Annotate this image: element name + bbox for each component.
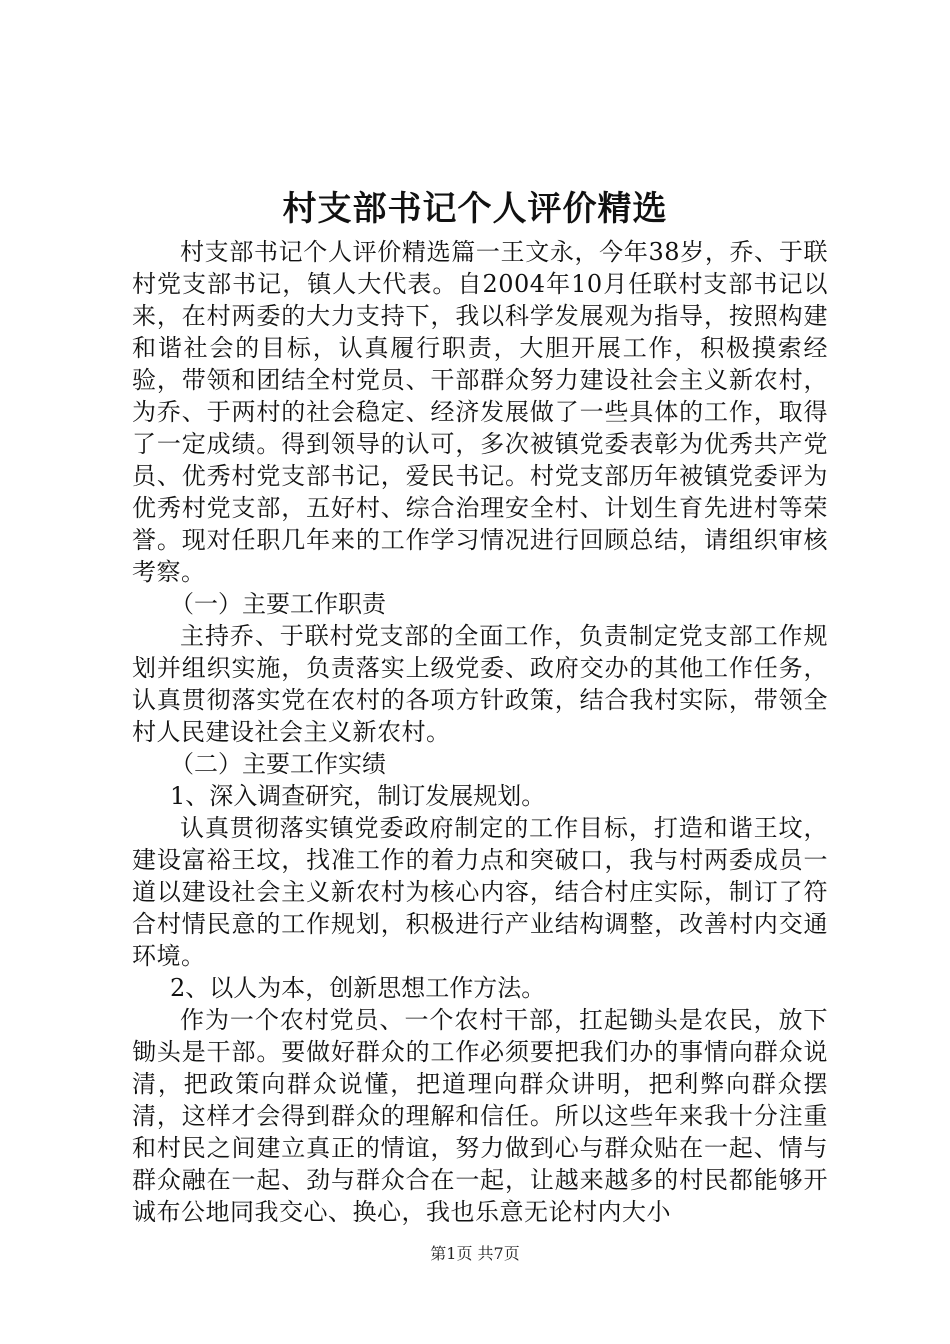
page-footer: 第1页 共7页 (430, 1244, 520, 1263)
document-body (132, 236, 828, 1228)
duties-paragraph: 主持乔、于联村党支部的全面工作，负责制定党支部工作规划并组织实施，负责落实上级党委、政府交办的其他工作任务，认真贯彻落实党在农村的各项方针政策，结合我村实际，带领全村人民建设社会主义新农村。 (132, 622, 828, 746)
document-title: 村支部书记个人评价精选 (282, 189, 668, 229)
research-paragraph: 认真贯彻落实镇党委政府制定的工作目标，打造和谐王坟，建设富裕王坟，找准工作的着力点和突破口，我与村两委成员一道以建设社会主义新农村为核心内容，结合村庄实际，制订了符合村情民意的工作规划，积极进行产业结构调整，改善村内交通环境。 (132, 814, 828, 970)
subheading-people-oriented: 2、以人为本，创新思想工作方法。 (170, 974, 546, 1002)
section-heading-duties: （一）主要工作职责 (170, 590, 386, 618)
section-heading-achievements: （二）主要工作实绩 (170, 750, 386, 778)
intro-paragraph: 村支部书记个人评价精选篇一王文永，今年38岁，乔、于联村党支部书记，镇人大代表。自2004年10月任联村支部书记以来，在村两委的大力支持下，我以科学发展观为指导，按照构建和谐社会的目标，认真履行职责，大胆开展工作，积极摸索经验，带领和团结全村党员、干部群众努力建设社会主义新农村，为乔、于两村的社会稳定、经济发展做了一些具体的工作，取得了一定成绩。得到领导的认可，多次被镇党委表彰为优秀共产党员、优秀村党支部书记，爱民书记。村党支部历年被镇党委评为优秀村党支部，五好村、综合治理安全村、计划生育先进村等荣誉。现对任职几年来的工作学习情况进行回顾总结，请组织审核考察。 (132, 238, 828, 586)
people-oriented-paragraph: 作为一个农村党员、一个农村干部，扛起锄头是农民，放下锄头是干部。要做好群众的工作必须要把我们办的事情向群众说清，把政策向群众说懂，把道理向群众讲明，把利弊向群众摆清，这样才会得到群众的理解和信任。所以这些年来我十分注重和村民之间建立真正的情谊，努力做到心与群众贴在一起、情与群众融在一起、劲与群众合在一起，让越来越多的村民都能够开诚布公地同我交心、换心，我也乐意无论村内大小 (132, 1006, 828, 1226)
subheading-research: 1、深入调查研究，制订发展规划。 (170, 782, 546, 810)
